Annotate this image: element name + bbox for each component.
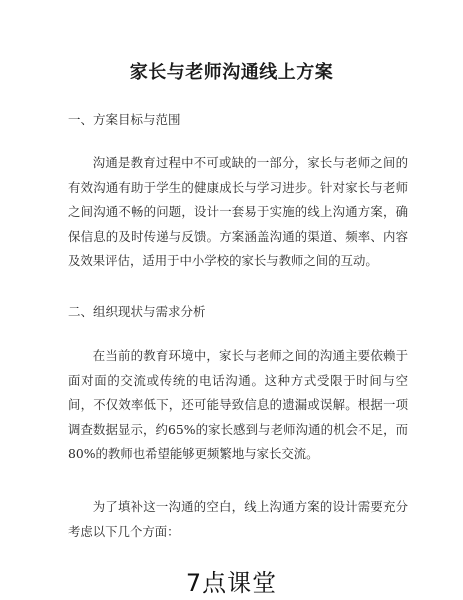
paragraph-requirements-intro: 为了填补这一沟通的空白，线上沟通方案的设计需要充分考虑以下几个方面：	[68, 499, 408, 539]
document-title: 家长与老师沟通线上方案	[129, 62, 334, 83]
section-heading-goals: 一、方案目标与范围	[68, 112, 181, 127]
paragraph-goals: 沟通是教育过程中不可或缺的一部分，家长与老师之间的有效沟通有助于学生的健康成长与学习进步。针对家长与老师之间沟通不畅的问题，设计一套易于实施的线上沟通方案，确保信息的及时传递与反馈。方案涵盖沟通的渠道、频率、内容及效果评估，适用于中小学校的家长与教师之间的互动。	[68, 155, 408, 269]
section-heading-analysis: 二、组织现状与需求分析	[68, 304, 206, 319]
watermark-logo: 7点课堂	[185, 569, 278, 597]
paragraph-analysis: 在当前的教育环境中，家长与老师之间的沟通主要依赖于面对面的交流或传统的电话沟通。这种方式受限于时间与空间，不仅效率低下，还可能导致信息的遗漏或误解。根据一项调查数据显示，约65%的家长感到与老师沟通的机会不足，而80%的教师也希望能够更频繁地与家长交流。	[68, 348, 408, 462]
